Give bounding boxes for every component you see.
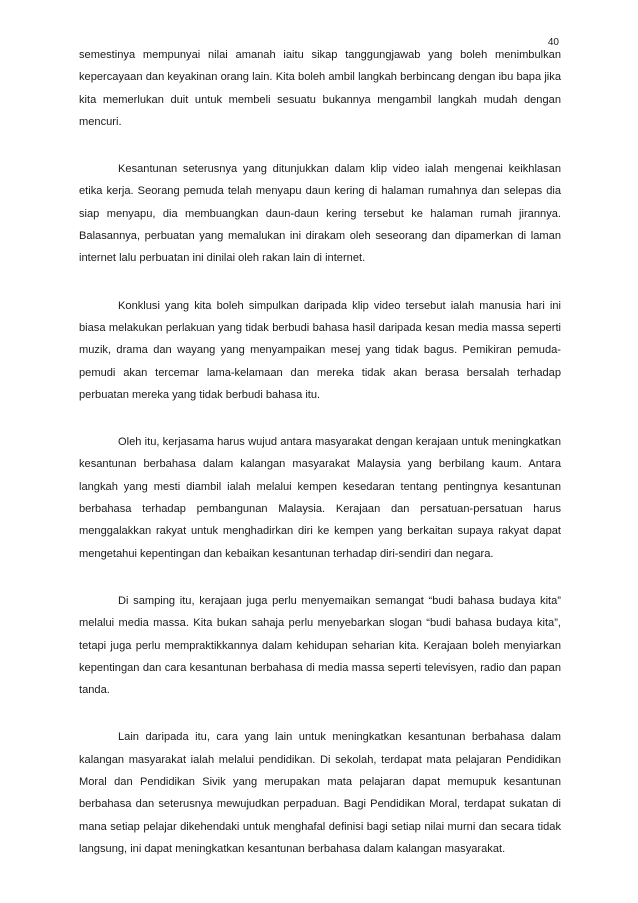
- paragraph: Lain daripada itu, cara yang lain untuk meningkatkan kesantunan berbahasa dalam kalangan masyarakat ialah melalui pendidikan. Di sekolah, terdapat mata pelajaran Pendidikan Moral dan Pendidikan Sivik yang merupakan mata pelajaran dapat memupuk kesantunan berbahasa dan seterusnya mewujudkan perpaduan. Bagi Pendidikan Moral, terdapat sukatan di mana setiap pelajar dikehendaki untuk menghafal definisi bagi setiap nilai murni dan secara tidak langsung, ini dapat meningkatkan kesantunan berbahasa dalam kalangan masyarakat.: [79, 731, 561, 855]
- body-text: [79, 44, 561, 885]
- paragraph: Kesantunan seterusnya yang ditunjukkan dalam klip video ialah mengenai keikhlasan etika kerja. Seorang pemuda telah menyapu daun kering di halaman rumahnya dan selepas dia siap menyapu, dia membuangkan daun-daun kering tersebut ke halaman rumah jirannya. Balasannya, perbuatan yang memalukan ini dirakam oleh seseorang dan dipamerkan di laman internet lalu perbuatan ini dinilai oleh rakan lain di internet.: [79, 163, 561, 265]
- paragraph: Di samping itu, kerajaan juga perlu menyemaikan semangat “budi bahasa budaya kita” melalui media massa. Kita bukan sahaja perlu menyebarkan slogan “budi bahasa budaya kita”, tetapi juga perlu mempraktikkannya dalam kehidupan seharian kita. Kerajaan boleh menyiarkan kepentingan dan cara kesantunan berbahasa di media massa seperti televisyen, radio dan papan tanda.: [79, 594, 561, 697]
- page-number: 40: [547, 37, 559, 48]
- paragraph: Konklusi yang kita boleh simpulkan daripada klip video tersebut ialah manusia hari ini biasa melakukan perlakuan yang tidak berbudi bahasa hasil daripada kesan media massa seperti muzik, drama dan wayang yang menyampaikan mesej yang tidak bagus. Pemikiran pemuda-pemudi akan tercemar lama-kelamaan dan mereka tidak akan berasa bersalah terhadap perbuatan mereka yang tidak berbudi bahasa itu.: [79, 299, 561, 401]
- paragraph: Oleh itu, kerjasama harus wujud antara masyarakat dengan kerajaan untuk meningkatkan kesantunan berbahasa dalam kalangan masyarakat Malaysia yang berbilang kaum. Antara langkah yang mesti diambil ialah melalui kempen kesedaran tentang pentingnya kesantunan berbahasa terhadap pembangunan Malaysia. Kerajaan dan persatuan-persatuan harus menggalakkan rakyat untuk menghadirkan diri ke kempen yang berkaitan supaya rakyat dapat mengetahui kepentingan dan kebaikan kesantunan terhadap diri-sendiri dan negara.: [79, 436, 561, 560]
- paragraph: semestinya mempunyai nilai amanah iaitu sikap tanggungjawab yang boleh menimbulkan kepercayaan dan keyakinan orang lain. Kita boleh ambil langkah berbincang dengan ibu bapa jika kita memerlukan duit untuk membeli sesuatu bukannya mengambil langkah mudah dengan mencuri.: [79, 49, 561, 128]
